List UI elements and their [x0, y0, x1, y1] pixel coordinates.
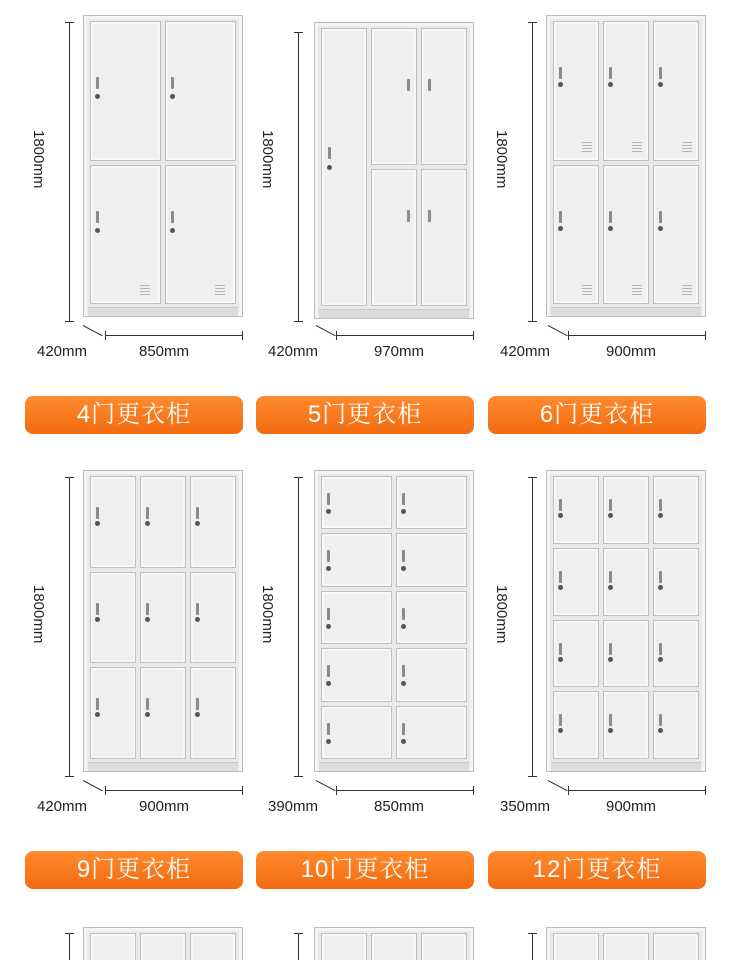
- locker-door: [553, 548, 599, 616]
- height-label: 1800mm: [493, 585, 510, 644]
- door-grid: [90, 933, 236, 960]
- locker-door: [140, 933, 186, 960]
- cabinet-type-tag: 9门更衣柜: [25, 851, 243, 889]
- width-label: 850mm: [139, 343, 190, 360]
- locker-door: [653, 165, 699, 305]
- locker-door: [653, 691, 699, 759]
- locker-door: [371, 933, 417, 960]
- locker-door: [553, 620, 599, 688]
- cabinet-base: [88, 762, 238, 771]
- locker-door: [553, 691, 599, 759]
- height-label: 1800mm: [493, 130, 510, 189]
- depth-label: 390mm: [268, 798, 319, 815]
- locker-door: [653, 21, 699, 161]
- cabinet-type-tag: 12门更衣柜: [488, 851, 706, 889]
- depth-label: 420mm: [268, 343, 319, 360]
- cabinet-card-5door: [259, 10, 498, 465]
- cabinet-type-tag: 4门更衣柜: [25, 396, 243, 434]
- locker-door-tall: [321, 28, 367, 306]
- height-label: 1800mm: [30, 585, 47, 644]
- locker-door: [321, 933, 367, 960]
- cabinet-base: [88, 307, 238, 316]
- door-grid: [321, 476, 467, 759]
- depth-dimension-line: [83, 780, 103, 791]
- depth-dimension-line: [548, 325, 568, 336]
- locker-cabinet: [546, 15, 706, 317]
- locker-door: [371, 28, 417, 165]
- locker-door: [190, 667, 236, 759]
- locker-door: [603, 620, 649, 688]
- height-label: 1800mm: [30, 130, 47, 189]
- locker-cabinet: [314, 470, 474, 772]
- locker-door: [90, 572, 136, 664]
- cabinet-card-6door: [493, 10, 730, 465]
- height-dimension-line: [298, 477, 299, 777]
- locker-cabinet: [83, 15, 243, 317]
- locker-door: [190, 933, 236, 960]
- cabinet-base: [551, 307, 701, 316]
- cabinet-type-tag: 6门更衣柜: [488, 396, 706, 434]
- width-label: 900mm: [139, 798, 190, 815]
- locker-door: [90, 21, 161, 161]
- locker-door: [140, 476, 186, 568]
- locker-door: [90, 476, 136, 568]
- locker-door: [421, 28, 467, 165]
- height-dimension-line: [532, 22, 533, 322]
- cabinet-base: [319, 762, 469, 771]
- width-dimension-line: [568, 335, 706, 336]
- locker-door: [396, 648, 467, 701]
- locker-door: [603, 165, 649, 305]
- depth-dimension-line: [83, 325, 103, 336]
- locker-door: [321, 648, 392, 701]
- height-dimension-line: [69, 933, 70, 960]
- locker-door: [140, 572, 186, 664]
- width-dimension-line: [105, 335, 243, 336]
- height-label: 1800mm: [259, 585, 276, 644]
- height-dimension-line: [532, 477, 533, 777]
- depth-label: 350mm: [500, 798, 551, 815]
- locker-door: [190, 476, 236, 568]
- depth-label: 420mm: [500, 343, 551, 360]
- cabinet-card-partial: [498, 925, 730, 960]
- locker-door: [396, 476, 467, 529]
- door-grid: [553, 476, 699, 759]
- cabinet-card-10door: [259, 465, 498, 920]
- locker-door: [321, 476, 392, 529]
- locker-cabinet: [83, 470, 243, 772]
- locker-door: [553, 165, 599, 305]
- locker-door: [396, 591, 467, 644]
- locker-door: [553, 933, 599, 960]
- locker-door: [321, 533, 392, 586]
- width-dimension-line: [336, 790, 474, 791]
- door-grid: [90, 476, 236, 759]
- width-dimension-line: [105, 790, 243, 791]
- locker-door: [603, 691, 649, 759]
- door-grid: [90, 21, 236, 304]
- locker-door: [140, 667, 186, 759]
- locker-cabinet: [546, 927, 706, 960]
- width-dimension-line: [568, 790, 706, 791]
- locker-cabinet: [314, 22, 474, 319]
- locker-door: [653, 548, 699, 616]
- cabinet-card-4door: [30, 10, 267, 465]
- locker-door: [90, 165, 161, 305]
- width-label: 900mm: [606, 343, 657, 360]
- locker-door: [371, 169, 417, 306]
- door-grid: [553, 933, 699, 960]
- door-grid: [553, 21, 699, 304]
- width-label: 900mm: [606, 798, 657, 815]
- cabinet-card-partial: [266, 925, 498, 960]
- cabinet-card-12door: [493, 465, 730, 920]
- width-dimension-line: [336, 335, 474, 336]
- width-label: 850mm: [374, 798, 425, 815]
- height-dimension-line: [298, 32, 299, 322]
- locker-door: [190, 572, 236, 664]
- locker-cabinet: [83, 927, 243, 960]
- cabinet-type-tag: 5门更衣柜: [256, 396, 474, 434]
- height-dimension-line: [298, 933, 299, 960]
- locker-door: [603, 933, 649, 960]
- locker-door: [603, 476, 649, 544]
- height-dimension-line: [69, 22, 70, 322]
- door-grid: [321, 28, 467, 306]
- depth-dimension-line: [316, 780, 336, 791]
- locker-door: [90, 933, 136, 960]
- locker-door: [603, 21, 649, 161]
- locker-door: [653, 933, 699, 960]
- locker-door: [553, 21, 599, 161]
- door-grid: [321, 933, 467, 960]
- cabinet-card-partial: [35, 925, 267, 960]
- locker-door: [653, 620, 699, 688]
- depth-label: 420mm: [37, 343, 88, 360]
- locker-door: [653, 476, 699, 544]
- depth-label: 420mm: [37, 798, 88, 815]
- height-dimension-line: [69, 477, 70, 777]
- locker-door: [321, 591, 392, 644]
- locker-door: [553, 476, 599, 544]
- locker-door: [165, 165, 236, 305]
- width-label: 970mm: [374, 343, 425, 360]
- cabinet-base: [551, 762, 701, 771]
- locker-cabinet: [546, 470, 706, 772]
- cabinet-card-9door: [30, 465, 267, 920]
- height-label: 1800mm: [259, 130, 276, 189]
- locker-door: [396, 533, 467, 586]
- depth-dimension-line: [548, 780, 568, 791]
- height-dimension-line: [532, 933, 533, 960]
- locker-cabinet: [314, 927, 474, 960]
- locker-door: [421, 933, 467, 960]
- locker-door: [396, 706, 467, 759]
- locker-door: [421, 169, 467, 306]
- depth-dimension-line: [316, 325, 336, 336]
- locker-door: [90, 667, 136, 759]
- locker-door: [321, 706, 392, 759]
- cabinet-type-tag: 10门更衣柜: [256, 851, 474, 889]
- locker-door: [165, 21, 236, 161]
- locker-door: [603, 548, 649, 616]
- cabinet-base: [319, 309, 469, 318]
